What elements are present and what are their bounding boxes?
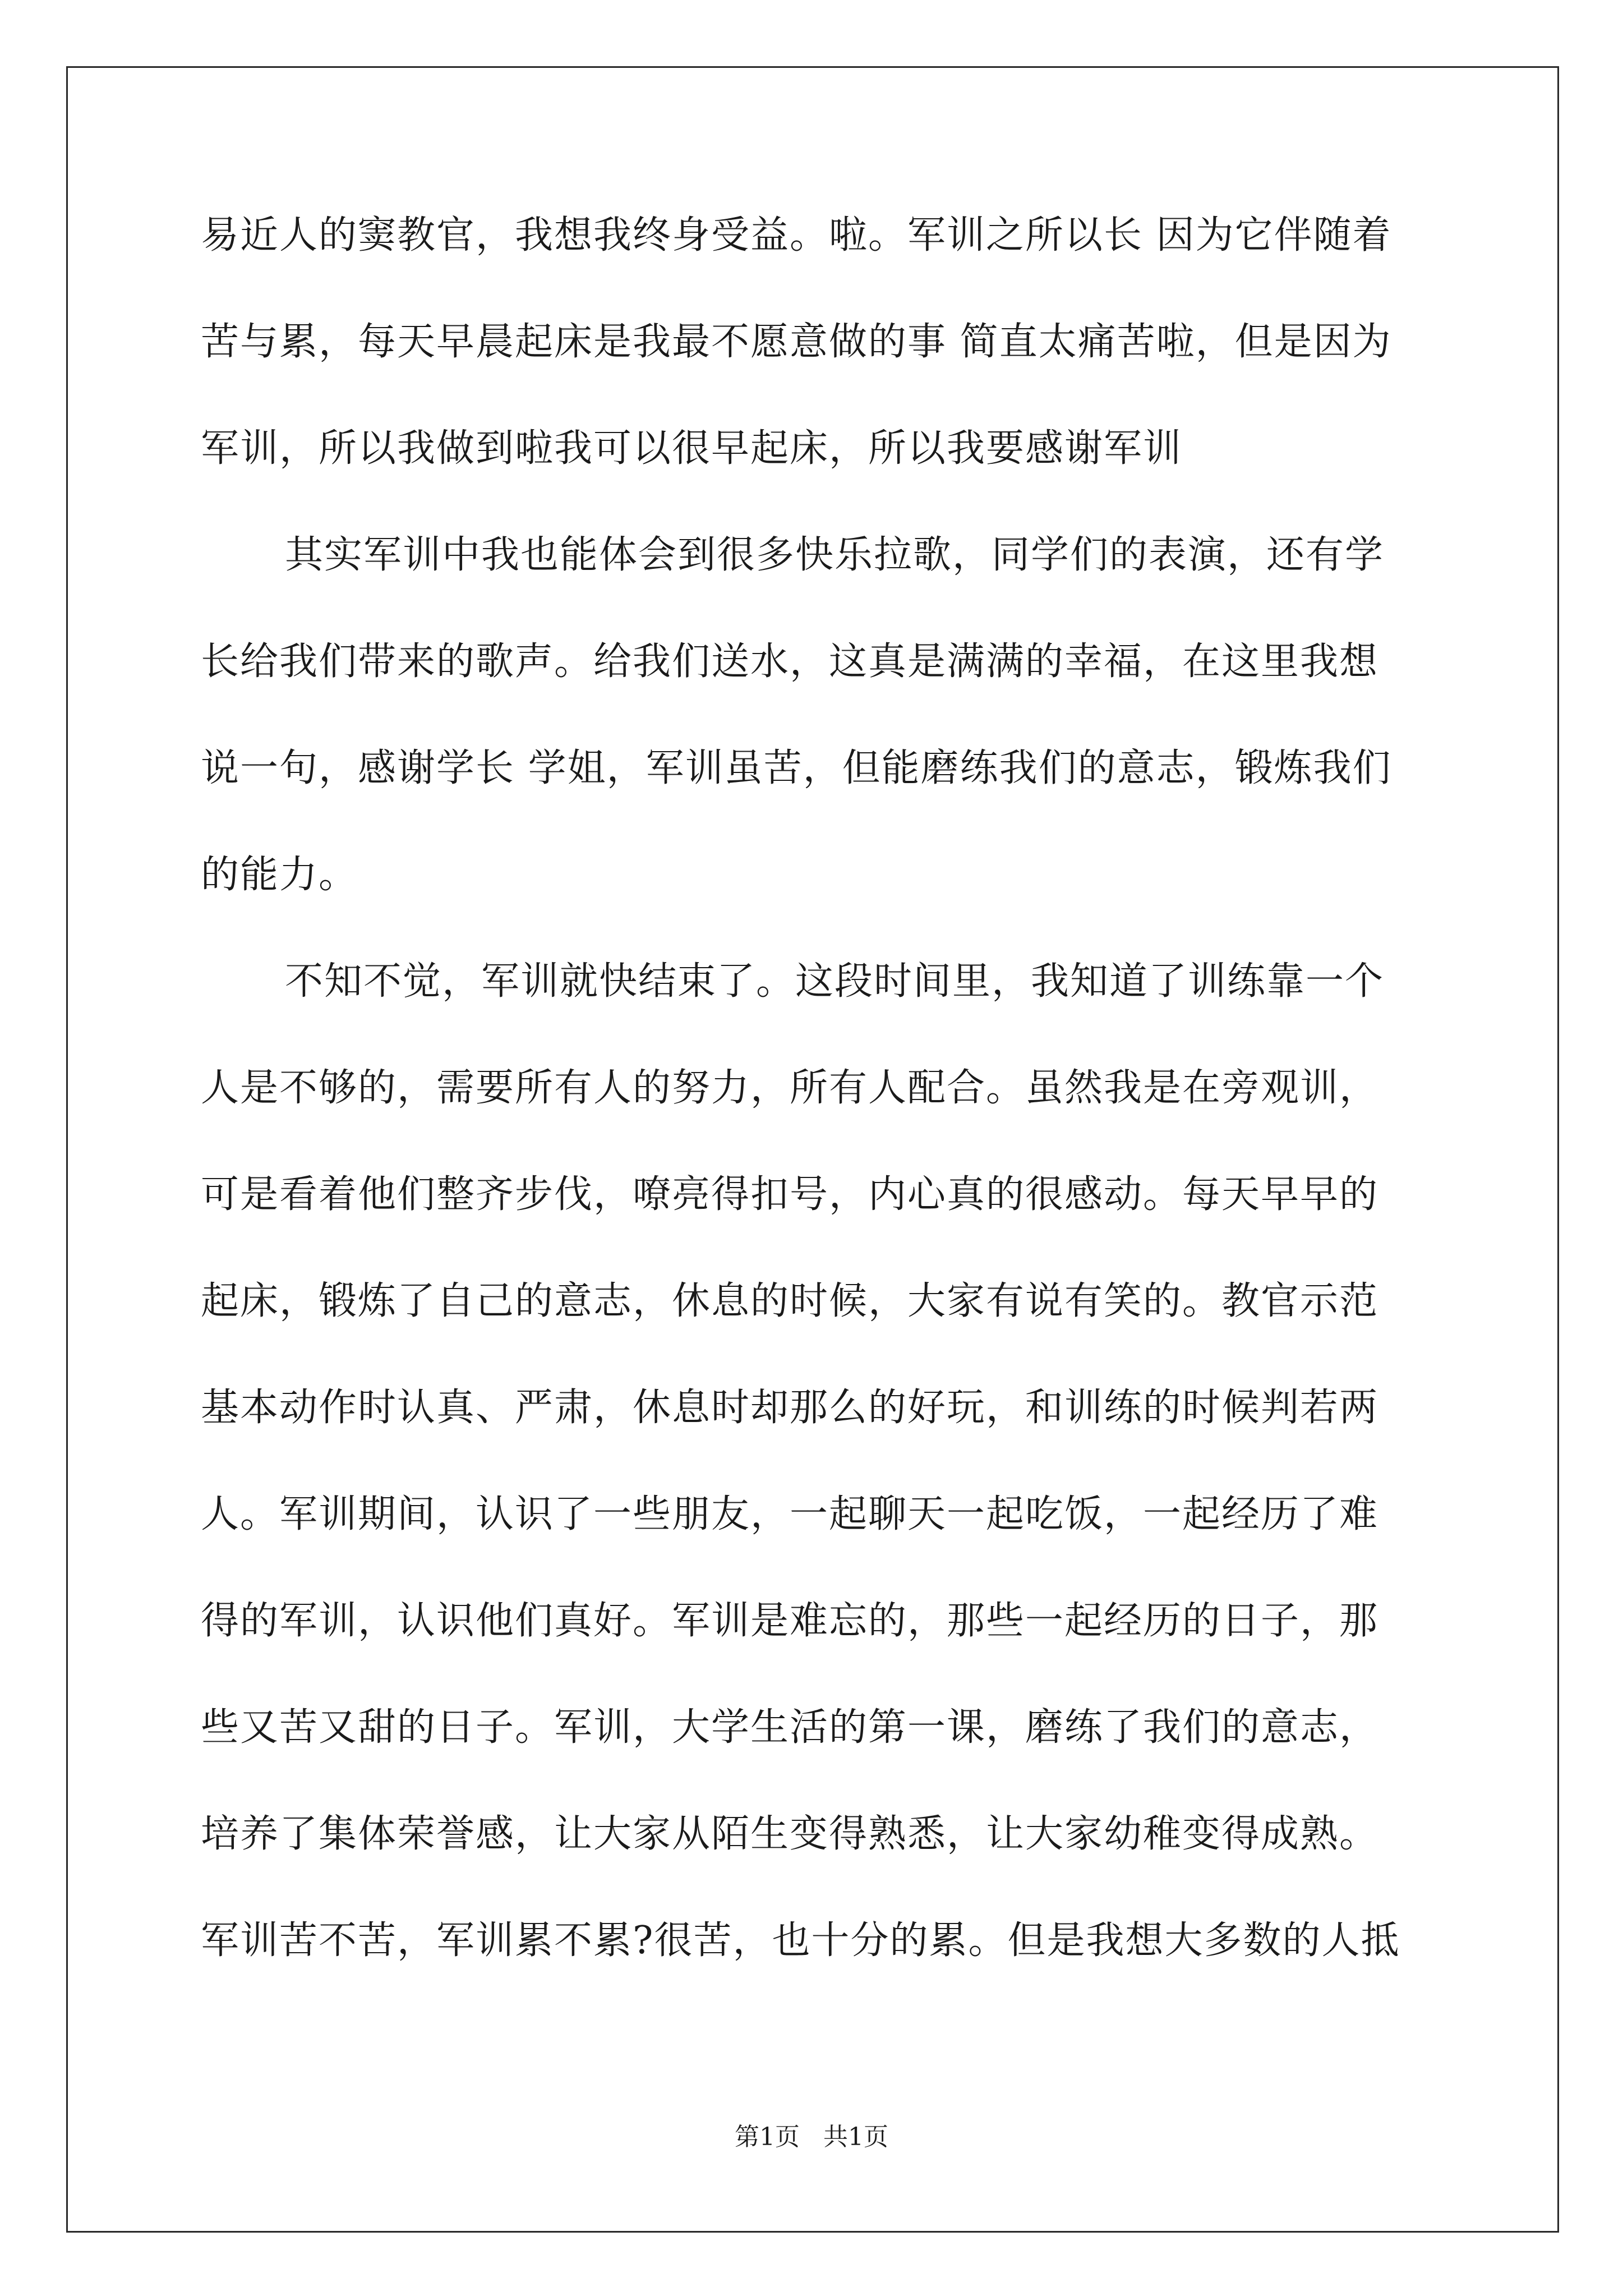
text-line: 可是看着他们整齐步伐，嘹亮得扣号，内心真的很感动。每天早早的 — [201, 1172, 1379, 1217]
text-line: 苦与累，每天早晨起床是我最不愿意做的事 简直太痛苦啦，但是因为 — [201, 320, 1392, 364]
paragraph-first-line: 其实军训中我也能体会到很多快乐拉歌，同学们的表演，还有学 — [285, 533, 1385, 577]
text-line: 得的军训，认识他们真好。军训是难忘的，那些一起经历的日子，那 — [201, 1599, 1379, 1643]
text-line: 培养了集体荣誉感，让大家从陌生变得熟悉，让大家幼稚变得成熟。 — [201, 1812, 1379, 1856]
text-line: 起床，锻炼了自己的意志，休息的时候，大家有说有笑的。教官示范 — [201, 1279, 1379, 1323]
text-line: 些又苦又甜的日子。军训，大学生活的第一课，磨练了我们的意志， — [201, 1705, 1379, 1750]
text-line: 军训，所以我做到啦我可以很早起床，所以我要感谢军训 — [201, 426, 1183, 471]
text-line: 军训苦不苦，军训累不累?很苦，也十分的累。但是我想大多数的人抵 — [201, 1918, 1400, 1963]
text-line: 人。军训期间，认识了一些朋友，一起聊天一起吃饭，一起经历了难 — [201, 1492, 1379, 1536]
page-number-total: 共1页 — [823, 2123, 888, 2151]
text-line: 人是不够的，需要所有人的努力，所有人配合。虽然我是在旁观训， — [201, 1066, 1379, 1110]
text-line: 长给我们带来的歌声。给我们送水，这真是满满的幸福，在这里我想 — [201, 639, 1379, 684]
text-line: 说一句，感谢学长 学姐，军训虽苦，但能磨练我们的意志，锻炼我们 — [201, 746, 1392, 790]
text-line: 的能力。 — [201, 853, 358, 897]
text-line: 易近人的窦教官，我想我终身受益。啦。军训之所以长 因为它伴随着 — [201, 213, 1392, 257]
text-line: 基本动作时认真、严肃，休息时却那么的好玩，和训练的时候判若两 — [201, 1386, 1379, 1430]
page-footer — [0, 2120, 1623, 2154]
page-number-current: 第1页 — [735, 2123, 800, 2151]
paragraph-first-line: 不知不觉，军训就快结束了。这段时间里，我知道了训练靠一个 — [285, 959, 1385, 1004]
document-body — [201, 208, 1423, 2019]
